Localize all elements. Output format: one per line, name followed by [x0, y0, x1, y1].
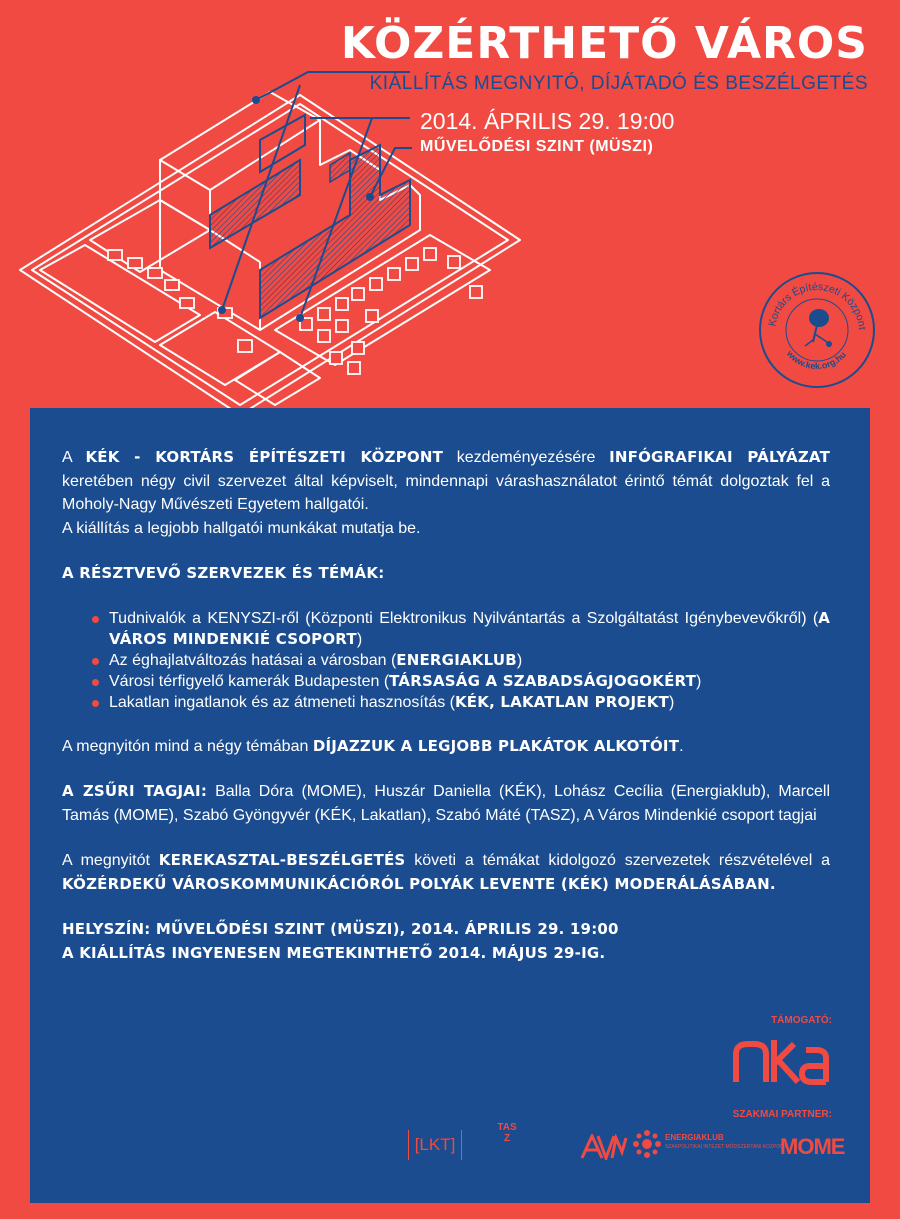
item-text: ): [356, 630, 363, 648]
intro-text: A: [62, 449, 86, 466]
page-subtitle: KIÁLLÍTÁS MEGNYITÓ, DÍJÁTADÓ ÉS BESZÉLGETÉS: [369, 73, 868, 94]
award-text: A megnyitón mind a négy témában: [62, 737, 313, 755]
roundtable-highlight: KÖZÉRDEKŰ VÁROSKOMMUNIKÁCIÓRÓL POLYÁK LEVENTE (KÉK) MODERÁLÁSÁBAN.: [62, 874, 776, 893]
energiaklub-subtitle: SZAKPOLITIKAI INTÉZET MÓDSZERTANI KÖZPONT: [665, 1144, 787, 1150]
roundtable-text: A megnyitót: [62, 852, 159, 869]
org-name: TÁRSASÁG A SZABADSÁGJOGOKÉRT: [389, 671, 697, 690]
item-text: Városi térfigyelő kamerák Budapesten (: [109, 672, 390, 690]
jury-label: A ZSŰRI TAGJAI:: [62, 782, 208, 800]
award-highlight: DÍJAZZUK A LEGJOBB PLAKÁTOK ALKOTÓIT: [312, 736, 680, 755]
event-venue: MŰVELŐDÉSI SZINT (MÜSZI): [420, 138, 654, 155]
energiaklub-name: ENERGIAKLUB: [665, 1133, 724, 1142]
org-name: KÉK, LAKATLAN PROJEKT: [454, 692, 669, 711]
jury-paragraph: [62, 780, 830, 827]
orgs-heading: A RÉSZTVEVŐ SZERVEZEK ÉS TÉMÁK:: [62, 564, 385, 582]
org-name: ENERGIAKLUB: [396, 650, 517, 669]
list-item: [92, 692, 830, 713]
roundtable-text: követi a témákat kidolgozó szervezetek részvételével a: [405, 852, 831, 869]
roundtable-highlight: KEREKASZTAL-BESZÉLGETÉS: [158, 851, 406, 869]
orgs-list: [62, 608, 830, 713]
seal-url: www.kek.org.hu: [784, 348, 848, 372]
energiaklub-logo: [633, 1130, 787, 1162]
location-line: HELYSZÍN: MŰVELŐDÉSI SZINT (MÜSZI), 2014. ÁPRILIS 29. 19:00: [62, 920, 619, 938]
seal-text: Kortárs Építészeti Központ: [766, 280, 868, 331]
free-entry-line: A KIÁLLÍTÁS INGYENESEN MEGTEKINTHETŐ 2014. MÁJUS 29-IG.: [62, 943, 606, 962]
page-title: KÖZÉRTHETŐ VÁROS: [340, 18, 868, 69]
org-name: A VÁROS MINDENKIÉ CSOPORT: [109, 608, 830, 648]
award-text: .: [679, 737, 684, 755]
contest-name: INFÓGRAFIKAI PÁLYÁZAT: [609, 448, 831, 466]
kek-name: KÉK - KORTÁRS ÉPÍTÉSZETI KÖZPONT: [85, 448, 444, 466]
lkt-logo: [LKT]: [408, 1130, 462, 1160]
intro-paragraph: [62, 446, 830, 540]
info-panel: [30, 408, 870, 1203]
support-label: TÁMOGATÓ:: [771, 1015, 832, 1026]
svg-text:www.kek.org.hu: [784, 348, 848, 371]
intro-text: keretében négy civil szervezet által képviselt, mindennapi várashasználatot érintő témát dolgoztak fel a Moholy-Nagy Művészeti Egyetem hallgatói.: [62, 472, 830, 513]
list-item: [92, 608, 830, 650]
mome-logo: MOME: [780, 1134, 845, 1159]
item-text: Az éghajlatváltozás hatásai a városban (: [109, 651, 397, 669]
award-paragraph: [62, 735, 830, 759]
intro-text: kezdeményezésére: [443, 449, 610, 466]
energiaklub-text: [665, 1134, 787, 1151]
kek-seal-logo: [757, 270, 877, 390]
list-item: [92, 671, 830, 692]
item-text: ): [696, 672, 702, 690]
nka-logo: [732, 1036, 830, 1088]
partner-logos: [405, 1120, 845, 1166]
item-text: Tudnivalók a KENYSZI-ről (Központi Elektronikus Nyilvántartás a Szolgáltatást Igénybevevőkről) (: [109, 609, 819, 627]
avm-logo: [580, 1134, 628, 1160]
tree-icon: [805, 309, 832, 347]
item-text: ): [516, 651, 523, 669]
item-text: ): [669, 693, 675, 711]
tasz-logo: TASZ: [497, 1122, 517, 1144]
event-datetime: 2014. ÁPRILIS 29. 19:00: [420, 108, 675, 134]
jury-text: Balla Dóra (MOME), Huszár Daniella (KÉK), Lohász Cecília (Energiaklub), Marcell Tamás (MOME), Szabó Gyöngyvér (KÉK, Lakatlan), Szabó Máté (TASZ), A Város Mindenkié csoport tagjai: [62, 783, 830, 824]
partner-label: SZAKMAI PARTNER:: [732, 1109, 832, 1120]
roundtable-paragraph: [62, 849, 830, 896]
energiaklub-icon: [633, 1130, 661, 1158]
info-content: [62, 446, 830, 965]
item-text: Lakatlan ingatlanok és az átmeneti hasznosítás (: [109, 693, 455, 711]
intro-text: A kiállítás a legjobb hallgatói munkákat mutatja be.: [62, 519, 421, 537]
list-item: [92, 650, 830, 671]
